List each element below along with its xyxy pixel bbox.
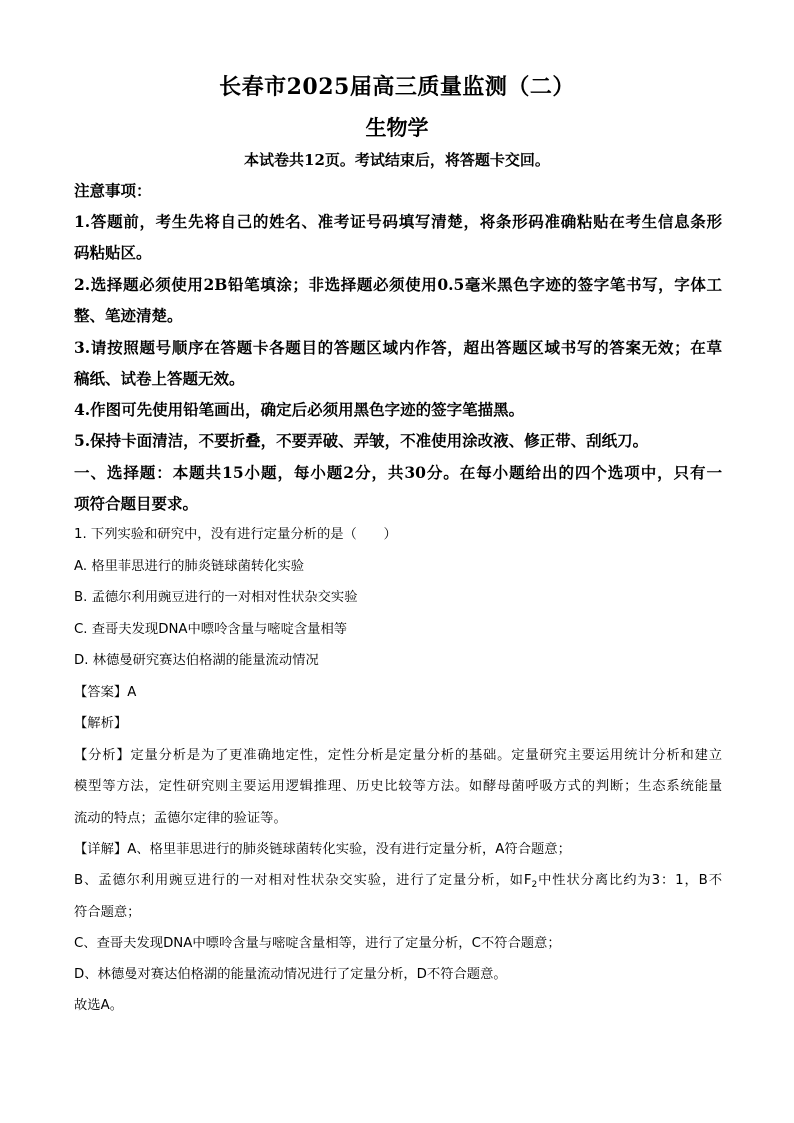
answer-line <box>74 686 722 699</box>
question-1-option-c: C. 查哥夫发现DNA中嘌呤含量与嘧啶含量相等 <box>74 622 348 637</box>
notice-item-2-line-2: 整、笔迹清楚。 <box>74 306 183 325</box>
question-1-option-d: D. 林德曼研究赛达伯格湖的能量流动情况 <box>74 653 319 668</box>
section-heading-line-2: 项符合题目要求。 <box>74 494 199 513</box>
detail-b-part-2: 中性状分离比约为3：1，B不 <box>537 873 722 888</box>
answer-value: A <box>127 685 137 700</box>
detail-text-a: A、格里菲思进行的肺炎链球菌转化实验，没有进行定量分析，A符合题意； <box>127 842 571 857</box>
fenxi-line-3: 流动的特点；孟德尔定律的验证等。 <box>74 811 287 826</box>
fenxi-text-1: 定量分析是为了更准确地定性，定性分析是定量分析的基础。定量研究主要运用统计分析和建立 <box>130 748 723 763</box>
notice-item-4: 4.作图可先使用铅笔画出，确定后必须用黑色字迹的签字笔描黑。 <box>74 400 525 419</box>
notice-item-2-line-1: 2.选择题必须使用2B铅笔填涂；非选择题必须使用0.5毫米黑色字迹的签字笔书写，字体工 <box>74 275 722 294</box>
notice-heading: 注意事项： <box>74 181 152 200</box>
question-1-option-a: A. 格里菲思进行的肺炎链球菌转化实验 <box>74 559 305 574</box>
exam-title: 长春市2025届高三质量监测（二） <box>219 74 575 100</box>
notice-item-3-line-2: 稿纸、试卷上答题无效。 <box>74 369 245 388</box>
notice-item-1-line-1: 1.答题前，考生先将自己的姓名、准考证号码填写清楚，将条形码准确粘贴在考生信息条形 <box>74 212 722 231</box>
question-1-option-b: B. 孟德尔利用豌豆进行的一对相对性状杂交实验 <box>74 590 358 605</box>
fenxi-line-2: 模型等方法，定性研究则主要运用逻辑推理、历史比较等方法。如酵母菌呼吸方式的判断；生态系统能量 <box>74 779 722 794</box>
analysis-tag: 【 解析 】 <box>74 716 127 731</box>
notice-item-5: 5.保持卡面清洁，不要折叠，不要弄破、弄皱，不准使用涂改液、修正带、刮纸刀。 <box>74 431 649 450</box>
detail-b-subscript: 2 <box>531 880 538 890</box>
conclusion-line: 故选A。 <box>74 998 123 1013</box>
notice-item-3-line-1: 3.请按照题号顺序在答题卡各题目的答题区域内作答，超出答题区域书写的答案无效；在草 <box>74 338 722 357</box>
detail-line-c: C、查哥夫发现DNA中嘌呤含量与嘧啶含量相等，进行了定量分析，C不符合题意； <box>74 936 561 951</box>
detail-line-1 <box>74 843 722 856</box>
detail-line-d: D、林德曼对赛达伯格湖的能量流动情况进行了定量分析，D不符合题意。 <box>74 967 507 982</box>
detail-line-b-2: 符合题意； <box>74 905 141 920</box>
section-heading-line-1: 一、选择题：本题共15小题，每小题2分，共30分。在每小题给出的四个选项中，只有一 <box>74 463 722 482</box>
detail-line-b <box>74 873 722 890</box>
detail-b-part-1: B、孟德尔利用豌豆进行的一对相对性状杂交实验，进行了定量分析，如F <box>74 873 532 888</box>
exam-note: 本试卷共12页。考试结束后，将答题卡交回。 <box>244 151 550 169</box>
answer-tag: 【 答案 】 <box>74 685 127 700</box>
question-1-stem: 1. 下列实验和研究中，没有进行定量分析的是（ ） <box>74 527 397 542</box>
notice-item-1-line-2: 码粘贴区。 <box>74 243 152 262</box>
fenxi-tag: 【 分析 】 <box>74 748 130 763</box>
subject-title: 生物学 <box>365 115 429 140</box>
analysis-line <box>74 717 722 730</box>
fenxi-line-1 <box>74 749 722 762</box>
detail-tag: 【 详解 】 <box>74 842 127 857</box>
